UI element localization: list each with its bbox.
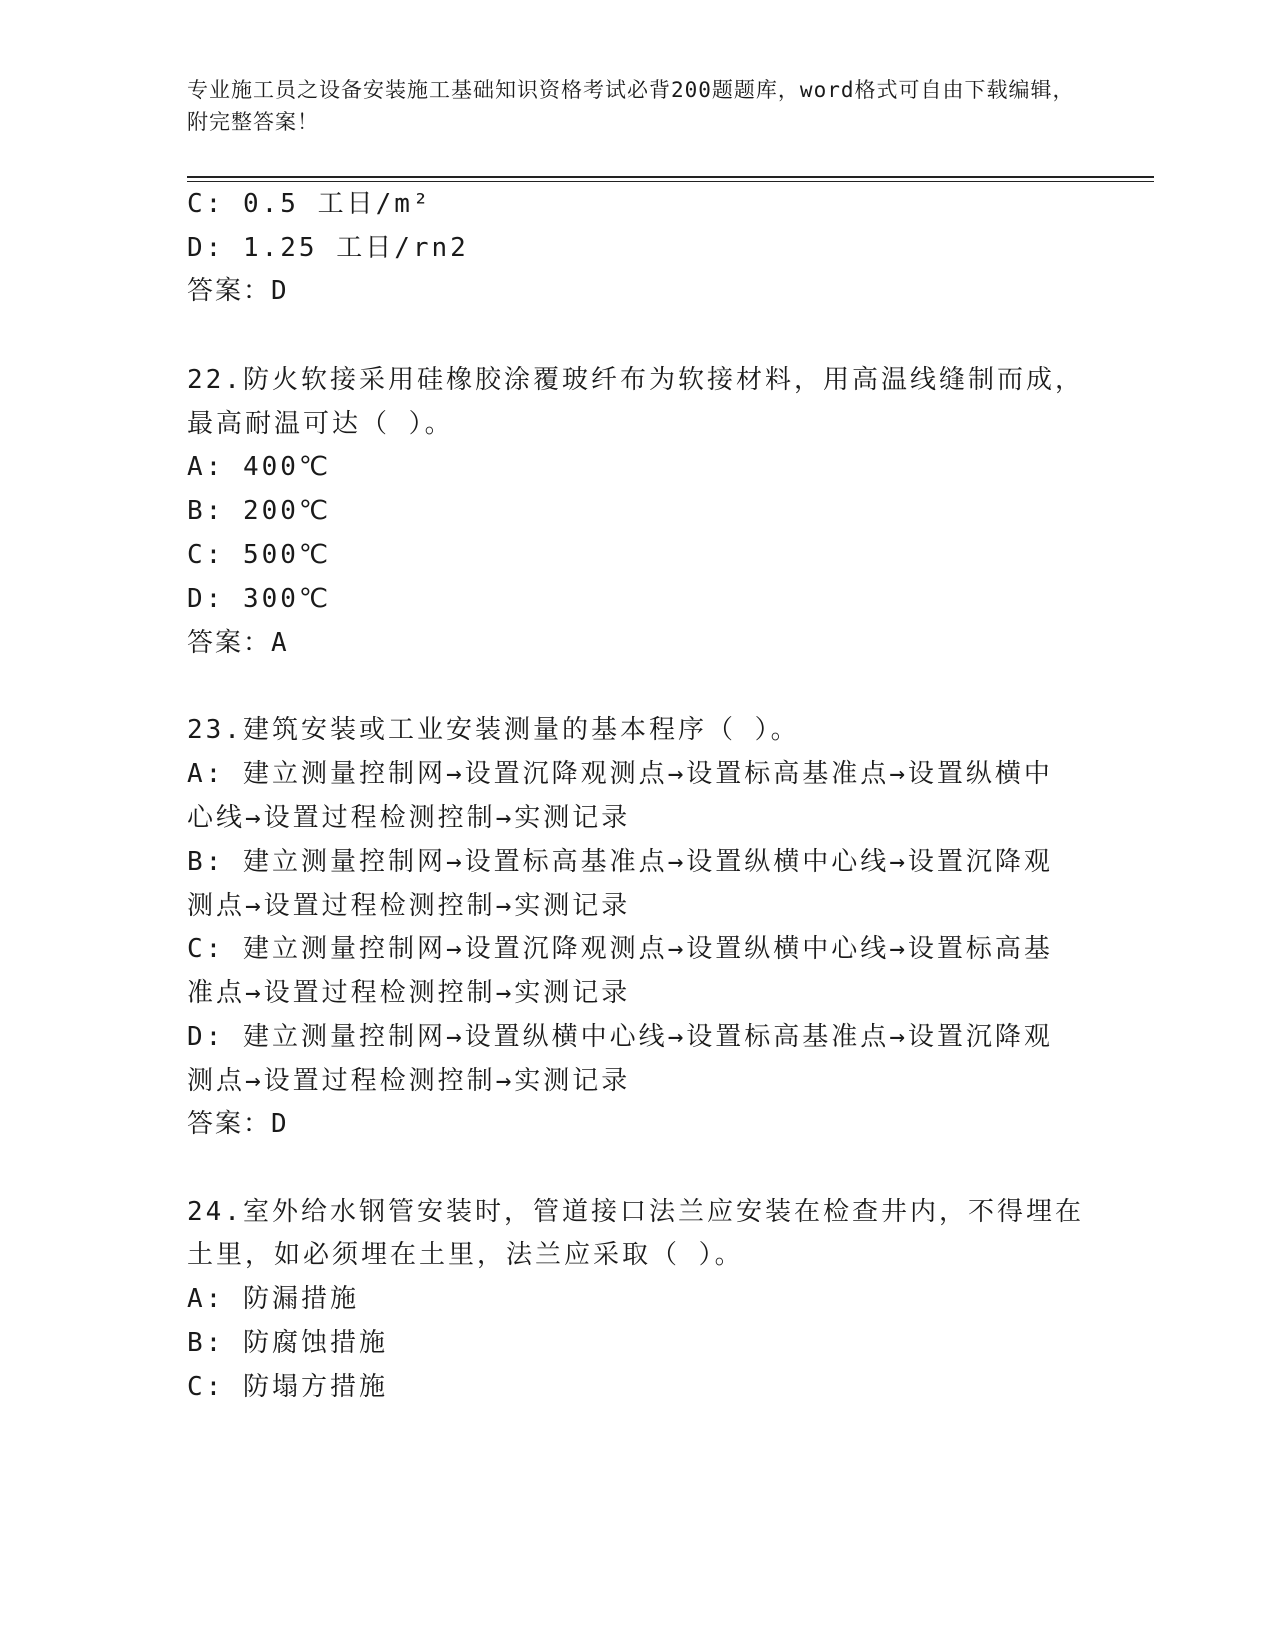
q23-option-b-line2: 测点→设置过程检测控制→实测记录: [187, 891, 631, 921]
q22-stem-line1: 22.防火软接采用硅橡胶涂覆玻纤布为软接材料，用高温线缝制而成，: [187, 365, 1084, 395]
q23-option-a-line2: 心线→设置过程检测控制→实测记录: [187, 803, 631, 833]
q22-option-a: A: 400℃: [187, 452, 332, 482]
header-divider-thin: [187, 181, 1154, 182]
q23-option-c-line1: C: 建立测量控制网→设置沉降观测点→设置纵横中心线→设置标高基: [187, 934, 1053, 964]
document-header: 专业施工员之设备安装施工基础知识资格考试必背200题题库，word格式可自由下载编辑，附完整答案！: [187, 78, 1075, 134]
q22-option-c: C: 500℃: [187, 540, 332, 570]
q22-option-b: B: 200℃: [187, 496, 332, 526]
q21-option-d: D: 1.25 工日/rn2: [187, 233, 469, 263]
q24-stem-line1: 24.室外给水钢管安装时，管道接口法兰应安装在检查井内，不得埋在: [187, 1197, 1084, 1227]
q21-answer: 答案：D: [187, 276, 289, 306]
q22-option-d: D: 300℃: [187, 584, 332, 614]
q21-option-c: C: 0.5 工日/m²: [187, 189, 432, 219]
q24-option-b: B: 防腐蚀措施: [187, 1328, 388, 1358]
q23-option-d-line1: D: 建立测量控制网→设置纵横中心线→设置标高基准点→设置沉降观: [187, 1022, 1053, 1052]
q22-answer: 答案：A: [187, 628, 289, 658]
q23-option-c-line2: 准点→设置过程检测控制→实测记录: [187, 978, 631, 1008]
q24-option-a: A: 防漏措施: [187, 1284, 359, 1314]
q23-option-d-line2: 测点→设置过程检测控制→实测记录: [187, 1066, 631, 1096]
q24-stem-line2: 土里，如必须埋在土里，法兰应采取（ ）。: [187, 1240, 744, 1270]
header-divider-thick: [187, 176, 1154, 178]
q23-option-a-line1: A: 建立测量控制网→设置沉降观测点→设置标高基准点→设置纵横中: [187, 759, 1053, 789]
q24-option-c: C: 防塌方措施: [187, 1372, 388, 1402]
q23-option-b-line1: B: 建立测量控制网→设置标高基准点→设置纵横中心线→设置沉降观: [187, 847, 1053, 877]
q22-stem-line2: 最高耐温可达（ ）。: [187, 409, 454, 439]
q23-stem: 23.建筑安装或工业安装测量的基本程序（ ）。: [187, 715, 800, 745]
q23-answer: 答案：D: [187, 1109, 289, 1139]
